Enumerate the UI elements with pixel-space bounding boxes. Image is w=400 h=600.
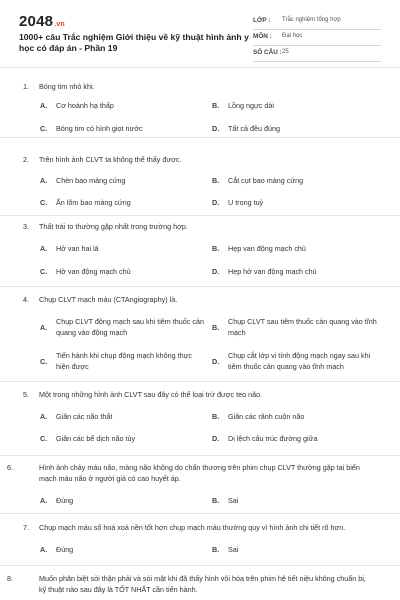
meta-subject-row [253,30,381,46]
question-text: Trên hình ảnh CLVT ta không thể thấy được. [39,155,182,164]
answer-option[interactable]: D. Chụp cắt lớp vi tính động mạch ngay sau khi tiêm thuốc cản quang vào tĩnh mạch [212,351,371,371]
question-text: Chụp mạch máu số hoá xoá nền tốt hơn chụp mạch máu thường quy vì hình ảnh chi tiết rõ hơn. [39,523,346,532]
meta-label: LỚP : [253,17,271,24]
logo-text: 2048 [19,13,54,30]
question-number: 7. [23,523,29,532]
question-item: 3. Thất trái to thường gặp nhất trong trường hợp. A. Hở van hai lá B. Hẹp van động mạch chủ C. Hở van động mạch chủ D. Hẹp hở van động mạch chủ [0,216,400,287]
meta-label: MÔN : [253,33,272,40]
meta-value: Trắc nghiệm tổng hợp [282,17,341,23]
answer-option[interactable]: B. Chụp CLVT sau tiêm thuốc cản quang vào tĩnh mạch [212,317,377,337]
question-item [0,566,400,600]
logo-suffix: vn [56,21,65,28]
question-item: 2. Trên hình ảnh CLVT ta không thể thấy được. A. Chèn bao màng cứng B. Cắt cụt bao màng cứng C. Ấn lõm bao màng cứng D. U trong tuỷ [0,144,400,216]
question-text: Thất trái to thường gặp nhất trong trường hợp. [39,222,188,231]
meta-value: 25 [282,49,289,55]
site-logo[interactable]: 2048.vn [19,13,65,30]
question-item: 1. Bóng tim nhỏ khi. A. Cơ hoành hạ thấp B. Lồng ngực dài C. Bóng tim có hình giọt nước D. Tất cả đều đúng [0,68,400,138]
question-item: 7. Chụp mạch máu số hoá xoá nền tốt hơn chụp mạch máu thường quy vì hình ảnh chi tiết rõ hơn. A. Đúng B. Sai [0,514,400,566]
question-number: 3. [23,222,29,231]
meta-value: Đại học [282,33,303,39]
answer-option[interactable]: A. Chụp CLVT động mạch sau khi tiêm thuốc cản quang vào động mạch [40,317,204,337]
document-meta [253,14,381,62]
document-title: 1000+ câu Trắc nghiệm Giới thiệu về kỹ thuật hình ảnh y học có đáp án - Phần 19 [19,32,249,53]
question-text: Muốn phân biệt sỏi thận phải và sỏi mật khi đã thấy hình vôi hóa trên phim hệ tiết niệu không chuẩn bị, kỹ thuật nào sau đây là TỐT NHẤT cần tiến hành. [39,574,366,594]
meta-count-row [253,46,381,62]
question-text: Một trong những hình ảnh CLVT sau đây có thể loại trừ được teo não. [39,390,263,399]
question-number: 5. [23,390,29,399]
question-item: 5. Một trong những hình ảnh CLVT sau đây có thể loại trừ được teo não. A. Giãn các não thất B. Giãn các rãnh cuộn não C. Giãn các bể dịch não tủy D. Di lệch cấu trúc đường giữa [0,382,400,456]
question-text: Hình ảnh chảy máu não, màng não không do chấn thương trên phim chụp CLVT thường gặp tai biến mạch máu não ở người già có cao huyết áp. [39,463,360,483]
meta-label: SỐ CÂU : [253,49,282,56]
question-text: Bóng tim nhỏ khi. [39,82,95,91]
question-item [0,287,400,382]
question-number: 8. [7,574,13,583]
answer-option[interactable]: C. Tiến hành khi chụp động mạch không thực hiện được [40,351,193,371]
question-number: 2. [23,155,29,164]
question-number: 4. [23,295,29,304]
question-text: Chụp CLVT mạch máu (CTAngiography) là. [39,295,178,304]
page-header [0,0,400,66]
question-item: 6. Hình ảnh chảy máu não, màng não không do chấn thương trên phim chụp CLVT thường gặp tai biến mạch máu não ở người già có cao huyết áp. A. Đúng B. Sai [0,456,400,514]
question-number: 6. [7,463,13,472]
meta-class-row [253,14,381,30]
question-number: 1. [23,82,29,91]
